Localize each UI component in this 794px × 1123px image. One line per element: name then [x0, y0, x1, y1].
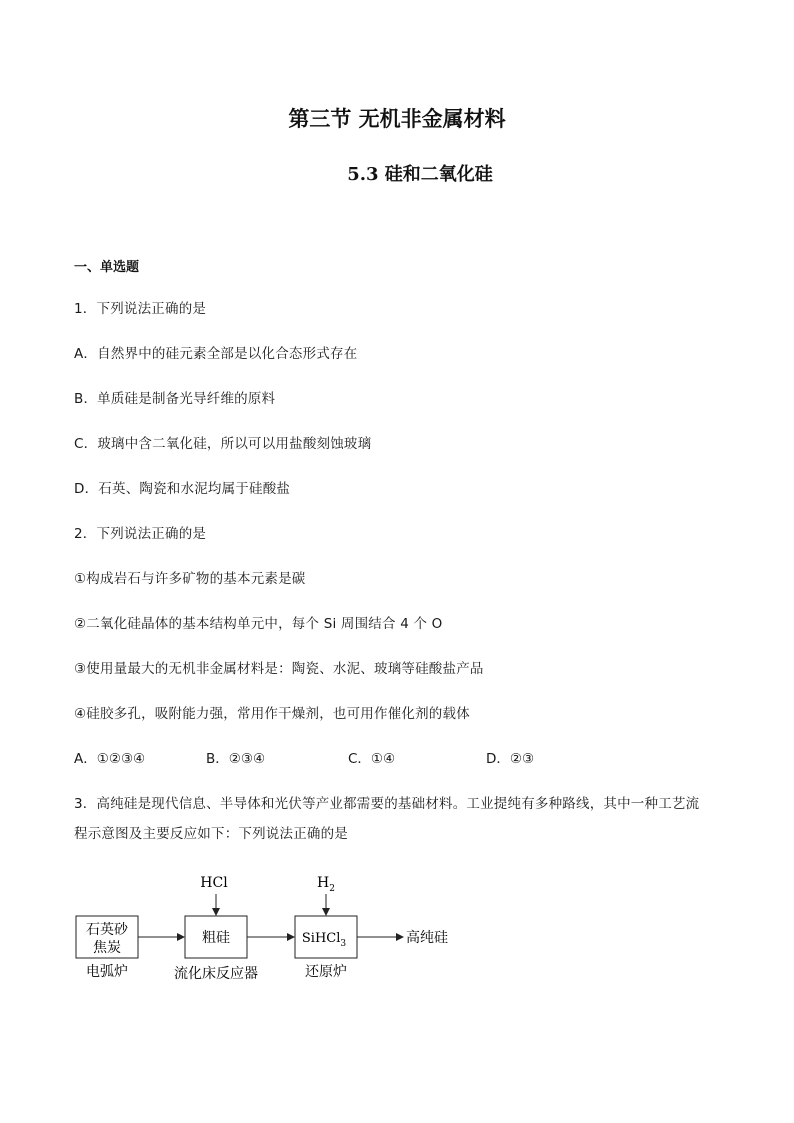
- box2-text: 粗硅: [202, 930, 230, 946]
- question-2-option-a: A．①②③④: [74, 751, 146, 767]
- question-2-statement-4: ④硅胶多孔，吸附能力强，常用作干燥剂，也可用作催化剂的载体: [74, 706, 470, 722]
- svg-text:H2: [317, 875, 335, 894]
- electric-arc-furnace-label: 电弧炉: [86, 964, 128, 980]
- box3-formula: SiHCl: [301, 931, 341, 946]
- question-2-stem: 2．下列说法正确的是: [74, 526, 207, 542]
- hcl-input-label: HCl: [200, 875, 228, 891]
- box1-line1: 石英砂: [86, 922, 128, 938]
- question-1-option-a: A．自然界中的硅元素全部是以化合态形式存在: [74, 346, 358, 362]
- reduction-furnace-label: 还原炉: [305, 964, 347, 980]
- question-2-option-d: D．②③: [486, 751, 535, 767]
- fluidized-bed-reactor-label: 流化床反应器: [174, 966, 258, 982]
- question-3-stem-line-1: 3．高纯硅是现代信息、半导体和光伏等产业都需要的基础材料。工业提纯有多种路线，其中一种工艺流: [74, 796, 700, 812]
- h2-input-label: H: [317, 875, 330, 891]
- page-title: 第三节 无机非金属材料: [288, 106, 506, 131]
- question-2-option-c: C．①④: [348, 751, 396, 767]
- question-1-option-d: D．石英、陶瓷和水泥均属于硅酸盐: [74, 481, 291, 497]
- question-2-statement-3: ③使用量最大的无机非金属材料是：陶瓷、水泥、玻璃等硅酸盐产品: [74, 661, 484, 677]
- question-1-stem: 1．下列说法正确的是: [74, 301, 207, 317]
- section-heading: 一、单选题: [74, 260, 140, 275]
- question-1-option-c: C．玻璃中含二氧化硅，所以可以用盐酸刻蚀玻璃: [74, 436, 372, 452]
- h2-input-subscript: 2: [329, 884, 335, 894]
- question-1-option-b: B．单质硅是制备光导纤维的原料: [74, 391, 276, 407]
- process-flow-diagram: [0, 860, 794, 990]
- question-3-stem-line-2: 程示意图及主要反应如下：下列说法正确的是: [74, 826, 348, 842]
- question-2-option-b: B．②③④: [206, 751, 266, 767]
- question-2-statement-2: ②二氧化硅晶体的基本结构单元中，每个 Si 周围结合 4 个 O: [74, 616, 443, 632]
- page-subtitle: 5.3 硅和二氧化硅: [347, 164, 493, 185]
- high-purity-silicon-label: 高纯硅: [406, 930, 448, 946]
- box1-line2: 焦炭: [93, 940, 121, 956]
- question-2-statement-1: ①构成岩石与许多矿物的基本元素是碳: [74, 571, 306, 587]
- box3-formula-subscript: 3: [340, 939, 347, 949]
